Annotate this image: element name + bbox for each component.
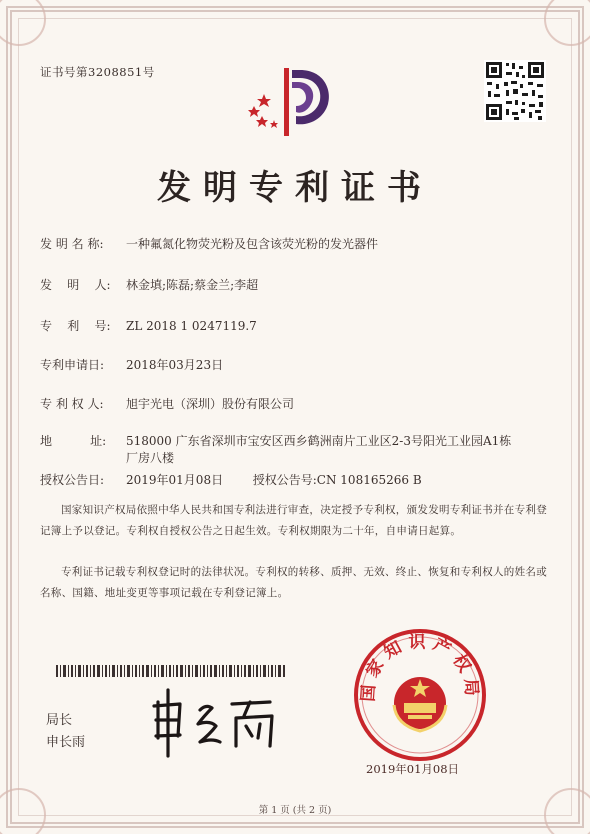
seal-date: 2019年01月08日 [366,762,460,776]
field-value: 2018年03月23日 [126,358,224,372]
field-value: ZL 2018 1 0247119.7 [126,319,257,333]
field-value: CN 108165266 B [316,473,422,487]
field-patent-number [40,318,257,335]
field-value: 518000 广东省深圳市宝安区西乡鹤洲南片工业区2-3号阳光工业园A1栋厂房八楼 [126,434,512,465]
field-application-date [40,357,223,374]
signature-labels [46,710,85,754]
field-value: 一种氟氮化物荧光粉及包含该荧光粉的发光器件 [126,237,379,251]
field-label: 授权公告日: [40,473,105,487]
page-number: 第 1 页 (共 2 页) [258,805,332,816]
barcode-icon [56,665,286,677]
handwritten-signature [140,680,300,760]
field-label: 发 明 名 称: [40,237,104,251]
cnipa-logo-icon [240,60,340,140]
field-label: 专 利 号: [40,319,111,333]
paragraph-legal-status: 专利证书记载专利权登记时的法律状况。专利权的转移、质押、无效、终止、恢复和专利权人的姓名或名称、国籍、地址变更等事项记载在专利登记簿上。 [40,566,547,599]
field-label: 地 址: [40,434,107,448]
director-title: 局长 [46,713,73,728]
qr-code-icon [484,60,546,122]
director-name: 申长雨 [46,735,86,750]
page-title: 发明专利证书 [157,168,433,208]
field-value: 林金填;陈磊;蔡金兰;李超 [126,278,259,292]
field-patentee [40,396,294,413]
field-value: 旭宇光电（深圳）股份有限公司 [126,397,295,411]
field-label: 专利申请日: [40,358,105,372]
field-value: 2019年01月08日 [126,473,224,487]
field-label: 发 明 人: [40,278,111,292]
field-grant-date [40,472,422,489]
certificate-number: 证书号第3208851号 [40,65,155,79]
field-inventors [40,277,258,294]
field-label: 专 利 权 人: [40,397,104,411]
official-seal-icon [350,625,490,765]
paragraph-grant-statement: 国家知识产权局依照中华人民共和国专利法进行审查，决定授予专利权，颁发发明专利证书并在专利登记簿上予以登记。专利权自授权公告之日起生效。专利权期限为二十年，自申请日起算。 [40,504,547,537]
field-label: 授权公告号: [252,473,317,487]
field-address [40,433,516,467]
seal-text: 国家知识产权局 [358,632,482,703]
field-invention-name [40,236,378,253]
